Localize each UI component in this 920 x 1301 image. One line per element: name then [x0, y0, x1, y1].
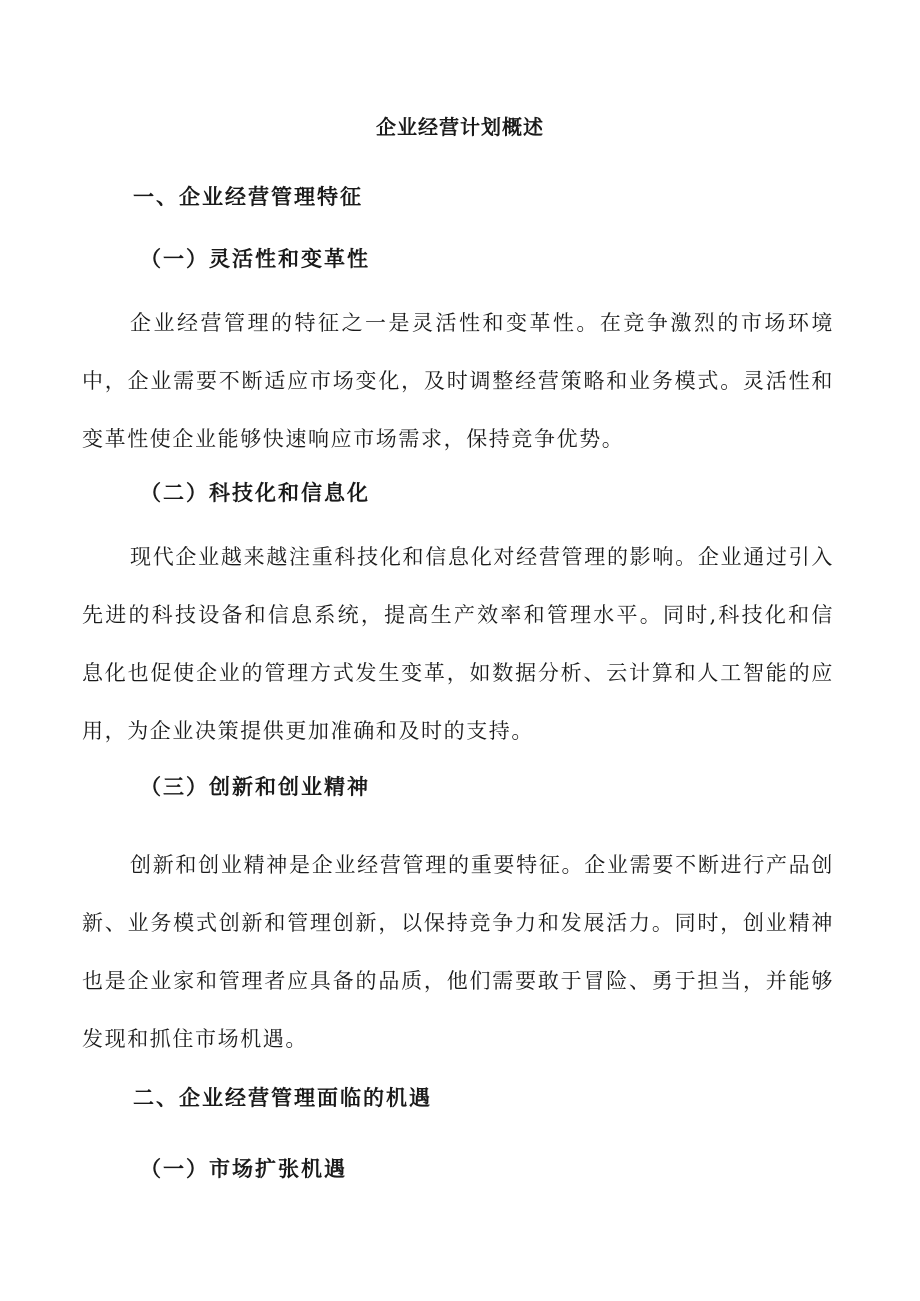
subsection-heading-1-2: （二）科技化和信息化: [140, 480, 370, 505]
section-heading-1: 一、企业经营管理特征: [133, 184, 363, 209]
paragraph-1-2: 现代企业越来越注重科技化和信息化对经营管理的影响。企业通过引入先进的科技设备和信息系统，提高生产效率和管理水平。同时,科技化和信息化也促使企业的管理方式发生变革，如数据分析、云计算和人工智能的应用，为企业决策提供更加准确和及时的支持。: [82, 545, 834, 743]
section-heading-2: 二、企业经营管理面临的机遇: [133, 1085, 432, 1110]
paragraph-1-1: 企业经营管理的特征之一是灵活性和变革性。在竞争激烈的市场环境中，企业需要不断适应市场变化，及时调整经营策略和业务模式。灵活性和变革性使企业能够快速响应市场需求，保持竞争优势。: [82, 311, 834, 451]
subsection-heading-2-1: （一）市场扩张机遇: [140, 1156, 347, 1181]
document-title: 企业经营计划概述: [376, 115, 544, 139]
subsection-heading-1-3: （三）创新和创业精神: [140, 774, 370, 799]
paragraph-1-3: 创新和创业精神是企业经营管理的重要特征。企业需要不断进行产品创新、业务模式创新和管理创新，以保持竞争力和发展活力。同时，创业精神也是企业家和管理者应具备的品质，他们需要敢于冒险、勇于担当，并能够发现和抓住市场机遇。: [82, 853, 834, 1051]
subsection-heading-1-1: （一）灵活性和变革性: [140, 246, 370, 271]
